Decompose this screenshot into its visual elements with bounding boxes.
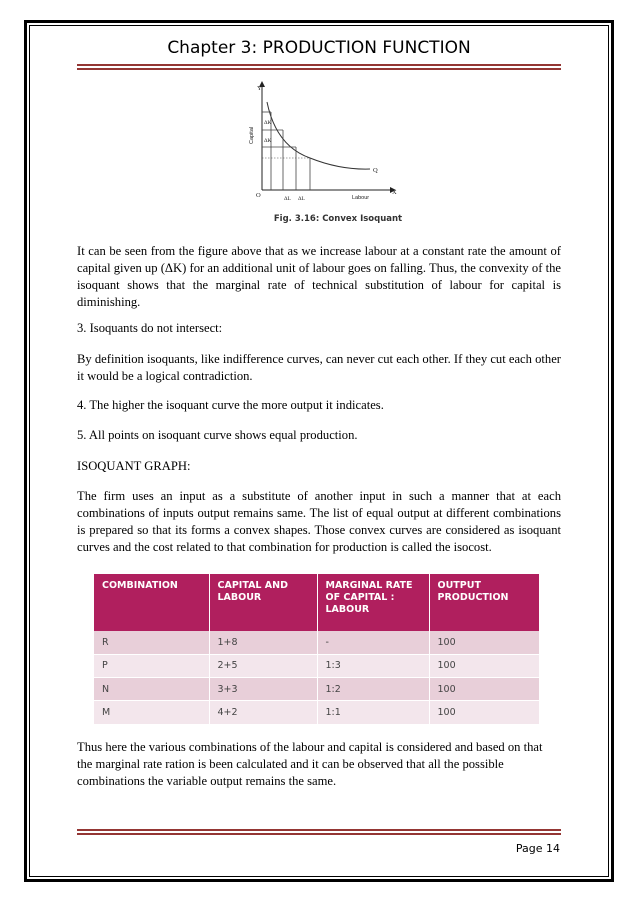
- footer-rule: [77, 829, 561, 831]
- figure-caption: Fig. 3.16: Convex Isoquant: [273, 214, 403, 224]
- delta-k-label: ΔK: [264, 138, 272, 144]
- table-row: [94, 678, 539, 701]
- table-header-row: [94, 574, 539, 631]
- table-cell: 3+3: [209, 678, 317, 701]
- x-axis-letter: X: [392, 189, 397, 196]
- header-rule: [77, 68, 561, 70]
- table-cell: 100: [429, 678, 539, 701]
- column-header: MARGINAL RATE OF CAPITAL : LABOUR: [317, 574, 429, 631]
- table-cell: P: [94, 654, 209, 677]
- page-number: Page 14: [515, 842, 560, 855]
- capital-axis-label: Capital: [249, 126, 255, 144]
- table-cell: 100: [429, 631, 539, 654]
- table-cell: 1:3: [317, 654, 429, 677]
- table-cell: -: [317, 631, 429, 654]
- table-cell: 1:1: [317, 701, 429, 724]
- convex-isoquant-figure: [240, 80, 410, 228]
- isoquant-curve: [267, 102, 370, 169]
- delta-l-label: ΔL: [298, 196, 305, 202]
- table-row: [94, 701, 539, 724]
- paragraph-convexity: It can be seen from the figure above that as we increase labour at a constant rate the amount of capital given up (ΔK) for an additional unit of labour goes on falling. Thus, the convexity of the isoquant shows that the marginal rate of technical substitution of labour for capital is diminishing.: [77, 244, 561, 309]
- column-header: CAPITAL AND LABOUR: [209, 574, 317, 631]
- paragraph-no-intersect: By definition isoquants, like indifference curves, can never cut each other. If they cut each other it would be a logical contradiction.: [77, 352, 561, 383]
- delta-k-label: ΔK: [264, 120, 272, 126]
- y-axis-letter: Y: [257, 85, 262, 92]
- chapter-title: Chapter 3: PRODUCTION FUNCTION: [167, 38, 471, 58]
- table-cell: 1:2: [317, 678, 429, 701]
- isoquant-diagram: [240, 80, 410, 210]
- table-cell: 4+2: [209, 701, 317, 724]
- combination-table: [94, 574, 539, 724]
- table-row: [94, 631, 539, 654]
- table-cell: M: [94, 701, 209, 724]
- delta-l-label: ΔL: [284, 196, 291, 202]
- paragraph-equal-production: 5. All points on isoquant curve shows equal production.: [77, 428, 358, 442]
- table-cell: R: [94, 631, 209, 654]
- paragraph-isoquant-graph-heading: ISOQUANT GRAPH:: [77, 459, 191, 473]
- column-header: COMBINATION: [94, 574, 209, 631]
- table-row: [94, 654, 539, 677]
- footer-rule: [77, 833, 561, 835]
- table-cell: 1+8: [209, 631, 317, 654]
- paragraph-no-intersect-heading: 3. Isoquants do not intersect:: [77, 321, 223, 335]
- paragraph-higher-isoquant: 4. The higher the isoquant curve the more output it indicates.: [77, 398, 384, 412]
- table-cell: 2+5: [209, 654, 317, 677]
- paragraph-isoquant-graph: The firm uses an input as a substitute of another input in such a manner that at each combinations of inputs output remains same. The list of equal output at different combinations is prepared so that its forms a convex shapes. Those convex curves are considered as isoquant curves and the cost related to that combination for production is called the isocost.: [77, 489, 561, 554]
- curve-label: Q: [373, 167, 378, 174]
- table-cell: 100: [429, 701, 539, 724]
- labour-axis-label: Labour: [352, 195, 370, 201]
- header-rule: [77, 64, 561, 66]
- paragraph-conclusion: Thus here the various combinations of the labour and capital is considered and based on that the marginal rate ration is been calculated and it can be observed that all the possible combinations the variable output remains the same.: [77, 740, 543, 788]
- column-header: OUTPUT PRODUCTION: [429, 574, 539, 631]
- origin-label: O: [256, 192, 261, 199]
- table-cell: 100: [429, 654, 539, 677]
- table-cell: N: [94, 678, 209, 701]
